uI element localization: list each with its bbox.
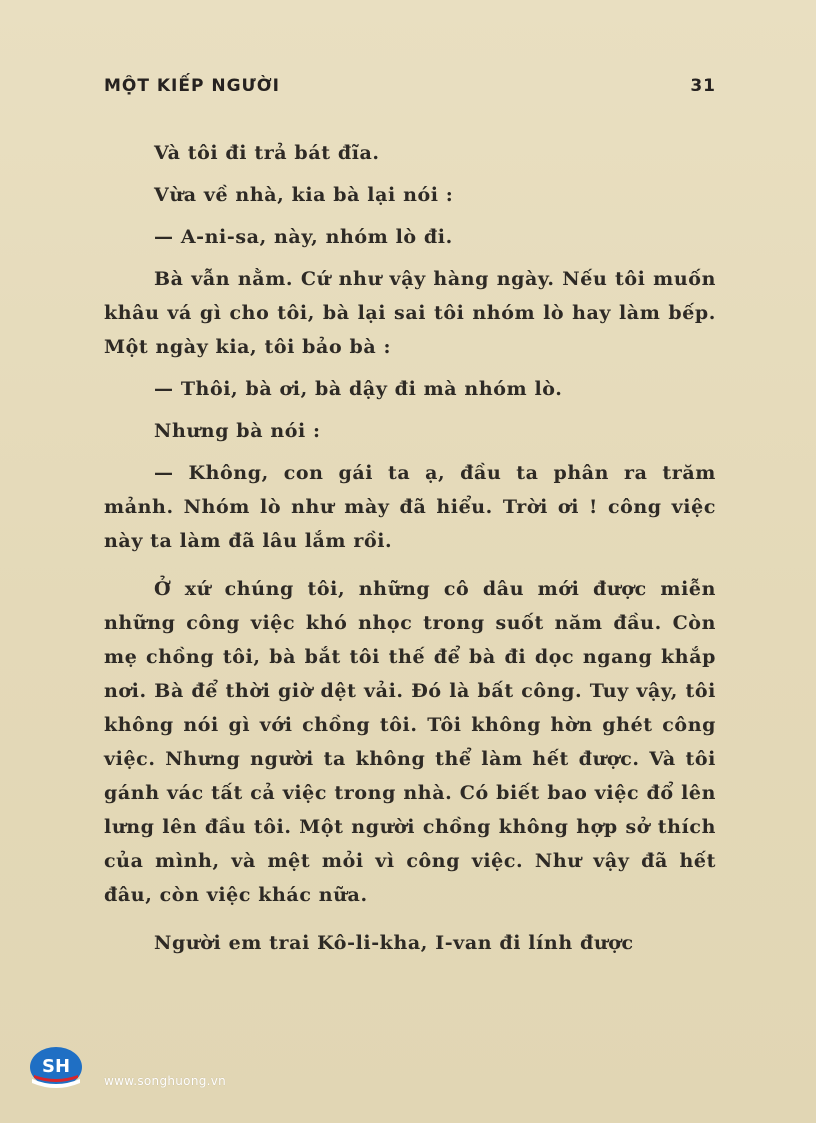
paragraph: Ở xứ chúng tôi, những cô dâu mới được miễn những công việc khó nhọc trong suốt năm đầu. Còn mẹ chồng tôi, bà bắt tôi thế để bà đi dọc ngang khắp nơi. Bà để thời giờ dệt vải. Đó là bất công. Tuy vậy, tôi không nói gì với chồng tôi. Tôi không hờn ghét công việc. Nhưng người ta không thể làm hết được. Và tôi gánh vác tất cả việc trong nhà. Có biết bao việc đổ lên lưng lên đầu tôi. Một người chồng không hợp sở thích của mình, và mệt mỏi vì công việc. Như vậy đã hết đâu, còn việc khác nữa. xyxy=(104,578,716,906)
paragraph: Và tôi đi trả bát đĩa. xyxy=(154,142,380,164)
paragraph: — Thôi, bà ơi, bà dậy đi mà nhóm lò. xyxy=(154,378,563,400)
songhuong-logo xyxy=(28,1045,84,1093)
logo-text: SH xyxy=(41,1056,71,1077)
paragraph: Bà vẫn nằm. Cứ như vậy hàng ngày. Nếu tôi muốn khâu vá gì cho tôi, bà lại sai tôi nhóm lò hay làm bếp. Một ngày kia, tôi bảo bà : xyxy=(104,268,716,358)
running-title: MỘT KIẾP NGƯỜI xyxy=(104,76,280,96)
page-body xyxy=(104,136,716,968)
paragraph: Nhưng bà nói : xyxy=(154,420,321,442)
watermark-url: www.songhuong.vn xyxy=(104,1074,227,1088)
page-header xyxy=(104,76,716,96)
page-number: 31 xyxy=(690,76,716,96)
paragraph: Người em trai Kô-li-kha, I-van đi lính được xyxy=(154,932,634,954)
paragraph: — Không, con gái ta ạ, đầu ta phân ra trăm mảnh. Nhóm lò như mày đã hiểu. Trời ơi ! công việc này ta làm đã lâu lắm rồi. xyxy=(104,462,716,552)
paragraph: — A-ni-sa, này, nhóm lò đi. xyxy=(154,226,453,248)
songhuong-logo-icon xyxy=(28,1045,84,1093)
paragraph: Vừa về nhà, kia bà lại nói : xyxy=(154,184,454,206)
